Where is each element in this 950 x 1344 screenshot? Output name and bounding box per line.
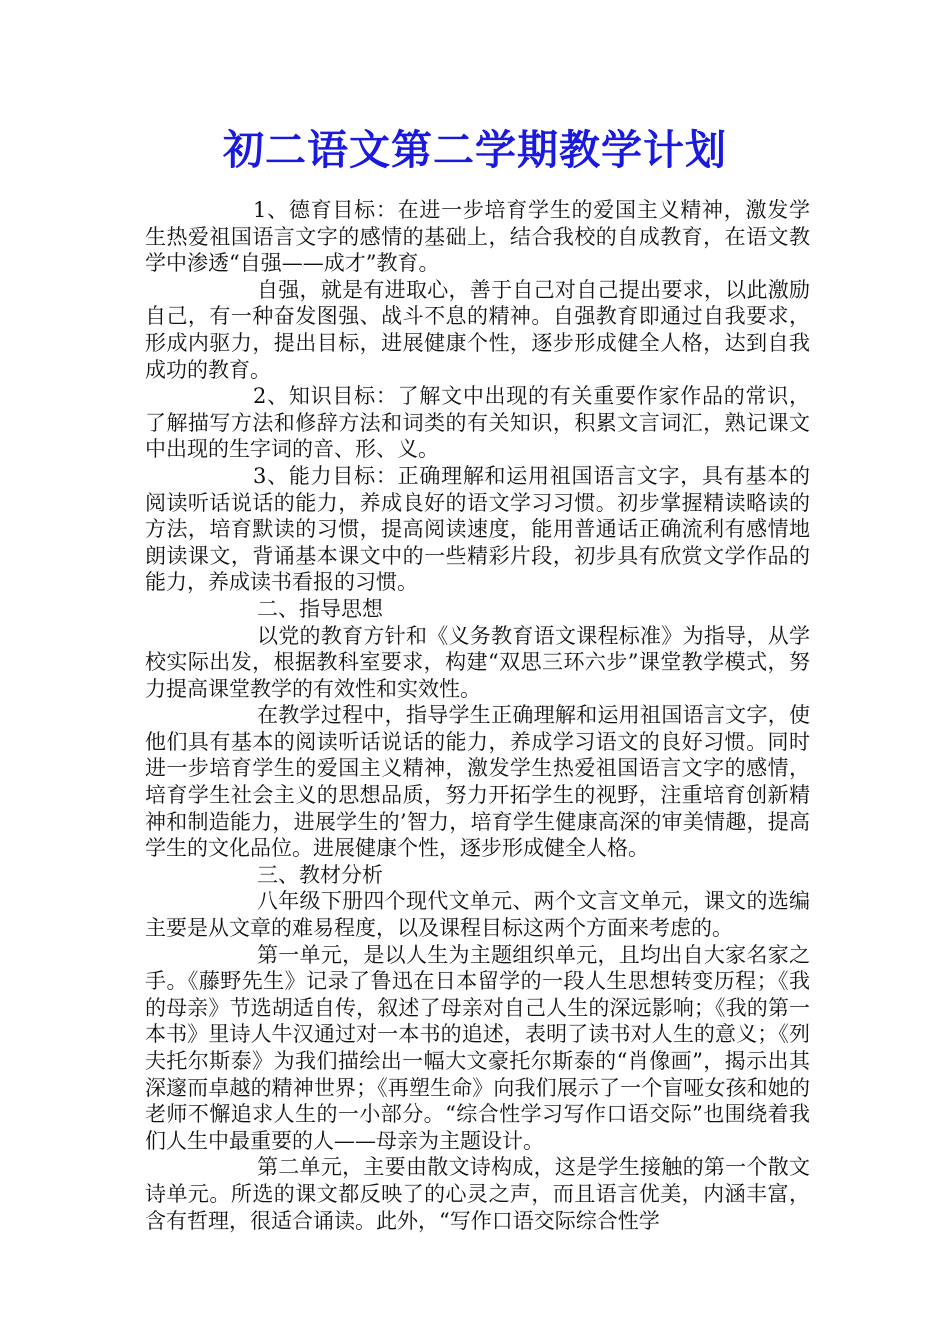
- paragraph-moral-goal: 1、德育目标：在进一步培育学生的爱国主义精神，激发学生热爱祖国语言文字的感情的基础上，结合我校的自成教育，在语文教学中渗透“自强——成才”教育。: [145, 198, 810, 276]
- paragraph-textbook-overview: 八年级下册四个现代文单元、两个文言文单元，课文的选编主要是从文章的难易程度，以及课程目标这两个方面来考虑的。: [145, 889, 810, 941]
- document-body: [145, 197, 810, 1234]
- paragraph-unit-one: 第一单元，是以人生为主题组织单元，且均出自大家名家之手。《藤野先生》记录了鲁迅在日本留学的一段人生思想转变历程；《我的母亲》节选胡适自传，叙述了母亲对自己人生的深远影响；《我的第一本书》里诗人牛汉通过对一本书的追述，表明了读书对人生的意义；《列夫托尔斯泰》为我们描绘出一幅大文豪托尔斯泰的“肖像画”，揭示出其深邃而卓越的精神世界；《再塑生命》向我们展示了一个盲哑女孩和她的老师不懈追求人生的一小部分。“综合性学习写作口语交际”也围绕着我们人生中最重要的人——母亲为主题设计。: [145, 942, 810, 1153]
- document-title: 初二语文第二学期教学计划: [223, 126, 727, 174]
- paragraph-unit-two: 第二单元，主要由散文诗构成，这是学生接触的第一个散文诗单元。所选的课文都反映了的心灵之声，而且语言优美，内涵丰富，含有哲理，很适合诵读。此外，“写作口语交际综合性学: [145, 1155, 810, 1233]
- paragraph-guidance: 以党的教育方针和《义务教育语文课程标准》为指导，从学校实际出发，根据教科室要求，构建“双思三环六步”课堂教学模式，努力提高课堂教学的有效性和实效性。: [145, 623, 810, 701]
- paragraph-self-strength: 自强，就是有进取心，善于自己对自己提出要求，以此激励自己，有一种奋发图强、战斗不息的精神。自强教育即通过自我要求，形成内驱力，提出目标，进展健康个性，逐步形成健全人格，达到自我成功的教育。: [145, 277, 810, 382]
- paragraph-ability-goal: 3、能力目标：正确理解和运用祖国语言文字，具有基本的阅读听话说话的能力，养成良好的语文学习习惯。初步掌握精读略读的方法，培育默读的习惯，提高阅读速度，能用普通话正确流利有感情地朗读课文，背诵基本课文中的一些精彩片段，初步具有欣赏文学作品的能力，养成读书看报的习惯。: [145, 463, 810, 595]
- section-heading-guiding-ideology: 二、指导思想: [257, 596, 383, 621]
- section-heading-textbook-analysis: 三、教材分析: [257, 862, 383, 887]
- paragraph-teaching-process: 在教学过程中，指导学生正确理解和运用祖国语言文字，使他们具有基本的阅读听话说话的能力，养成学习语文的良好习惯。同时进一步培育学生的爱国主义精神，激发学生热爱祖国语言文字的感情，培育学生社会主义的思想品质，努力开拓学生的视野，注重培育创新精神和制造能力，进展学生的’智力，培育学生健康高深的审美情趣，提高学生的文化品位。进展健康个性，逐步形成健全人格。: [145, 703, 810, 861]
- paragraph-knowledge-goal: 2、知识目标：了解文中出现的有关重要作家作品的常识，了解描写方法和修辞方法和词类的有关知识，积累文言词汇，熟记课文中出现的生字词的音、形、义。: [145, 384, 810, 462]
